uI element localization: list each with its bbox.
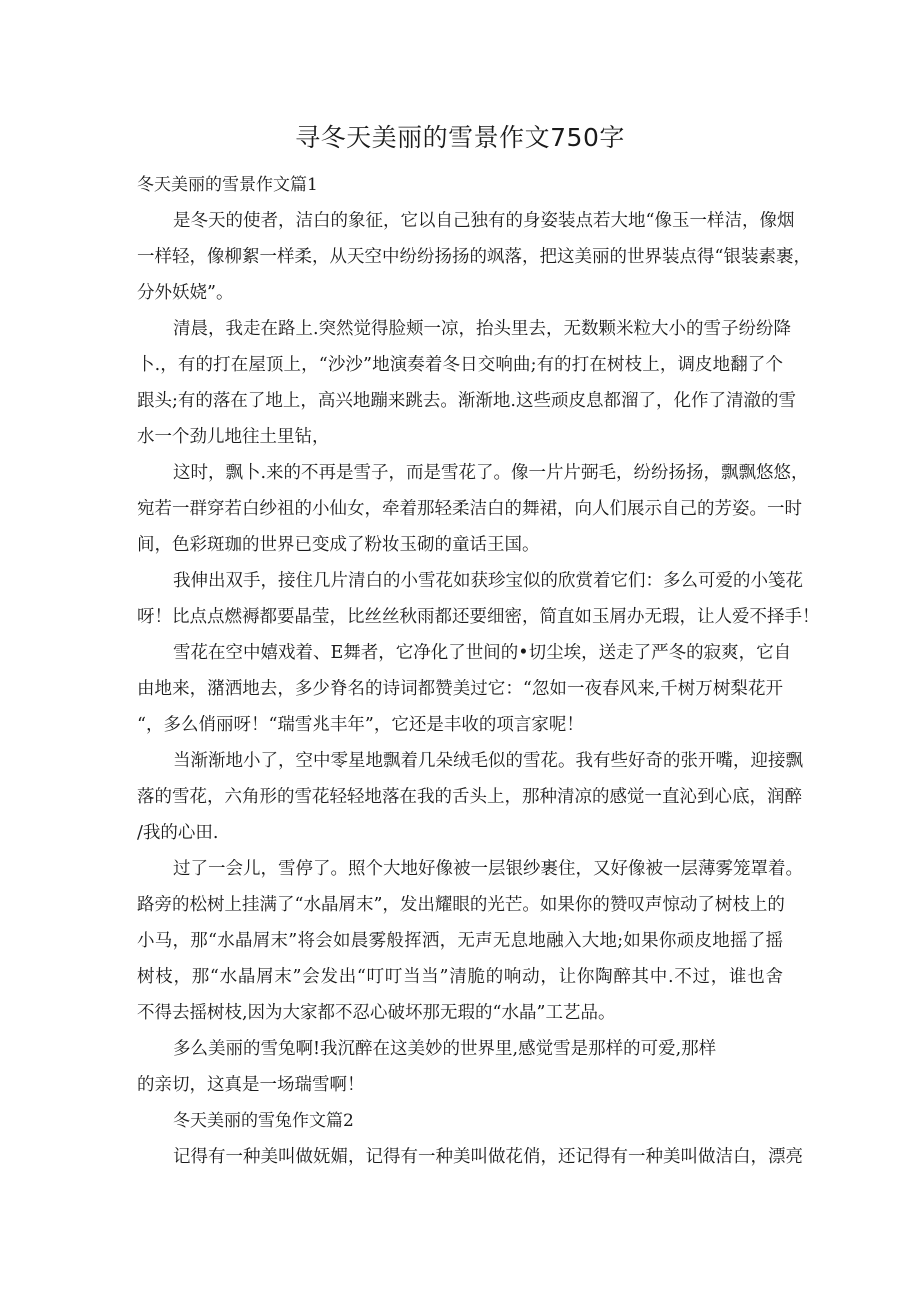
document-title: 寻冬天美丽的雪景作文750字 [295,123,625,152]
paragraph-line: 分外妖娆”。 [137,283,234,303]
paragraph-line: 树枝，那“水晶屑末”会发出“叮叮当当”清脆的响动，让你陶醉其中.不过，谁也舍 [137,967,783,987]
paragraph-line: 呀！比点点燃褥都要晶莹，比丝丝秋雨都还要细密，简直如玉屑办无瑕，让人爱不择手！ [137,607,820,627]
paragraph-line: 过了一会儿，雪停了。照个大地好像被一层银纱裹住，又好像被一层薄雾笼罩着。 [173,859,803,879]
paragraph-line: 记得有一种美叫做妩媚，记得有一种美叫做花俏，还记得有一种美叫做洁白，漂亮 [173,1147,803,1167]
section-heading-1: 冬天美丽的雪景作文篇1 [137,175,318,195]
paragraph-line: 宛若一群穿若白纱祖的小仙女，牵着那轻柔洁白的舞裙，向人们展示自己的芳姿。一时 [137,499,802,519]
paragraph-line: 雪花在空中嬉戏着、E舞者，它净化了世间的•切尘埃，送走了严冬的寂爽，它自 [173,643,792,663]
paragraph-line: 清晨，我走在路上.突然觉得脸颊一凉，抬头里去，无数颗米粒大小的雪子纷纷降 [173,319,792,339]
paragraph-line: 一样轻，像柳絮一样柔，从天空中纷纷扬扬的飒落，把这美丽的世界装点得“银装素裹， [137,247,811,267]
paragraph-line: 间，色彩斑珈的世界已变成了粉妆玉砌的童话王国。 [137,535,540,555]
paragraph-line: 这时，飘卜.来的不再是雪子，而是雪花了。像一片片弼毛，纷纷扬扬，飘飘悠悠， [173,463,809,483]
section-heading-2: 冬天美丽的雪兔作文篇2 [173,1111,354,1131]
paragraph-line: 小马，那“水晶屑末”将会如晨雾般挥洒，无声无息地融入大地;如果你顽皮地摇了摇 [137,931,783,951]
paragraph-line: /我的心田. [137,823,219,843]
paragraph-line: 路旁的松树上挂满了“水晶屑末”，发出耀眼的光芒。如果你的赞叹声惊动了树枝上的 [137,895,785,915]
paragraph-line: 卜.，有的打在屋顶上，“沙沙”地演奏着冬日交响曲;有的打在树枝上，调皮地翻了个 [137,355,783,375]
paragraph-line: 我伸出双手，接住几片清白的小雪花如获珍宝似的欣赏着它们：多么可爱的小笺花 [173,571,803,591]
paragraph-line: 是冬天的使者，洁白的象征，它以自己独有的身姿装点若大地“像玉一样洁，像烟 [173,211,795,231]
paragraph-line: 多么美丽的雪兔啊!我沉醉在这美妙的世界里,感觉雪是那样的可爱,那样 [173,1039,717,1059]
paragraph-line: 当渐渐地小了，空中零星地飘着几朵绒毛似的雪花。我有些好奇的张开嘴，迎接飘 [173,751,803,771]
paragraph-line: 由地来，潴洒地去，多少脊名的诗词都赞美过它：“忽如一夜春风来,千树万树梨花开 [137,679,783,699]
paragraph-line: 的亲切，这真是一场瑞雪啊！ [137,1075,365,1095]
paragraph-line: 跟头;有的落在了地上，高兴地蹦来跳去。渐渐地.这些顽皮息都溜了，化作了清澈的雪 [137,391,796,411]
paragraph-line: 水一个劲儿地往土里钻， [137,427,330,447]
paragraph-line: “，多么俏丽呀！“瑞雪兆丰年”，它还是丰收的项言家呢！ [137,715,584,735]
paragraph-line: 落的雪花，六角形的雪花轻轻地落在我的舌头上，那种清凉的感觉一直沁到心底，润醉 [137,787,802,807]
paragraph-line: 不得去摇树枝,因为大家都不忍心破坏那无瑕的“水晶”工艺品。 [137,1003,616,1023]
